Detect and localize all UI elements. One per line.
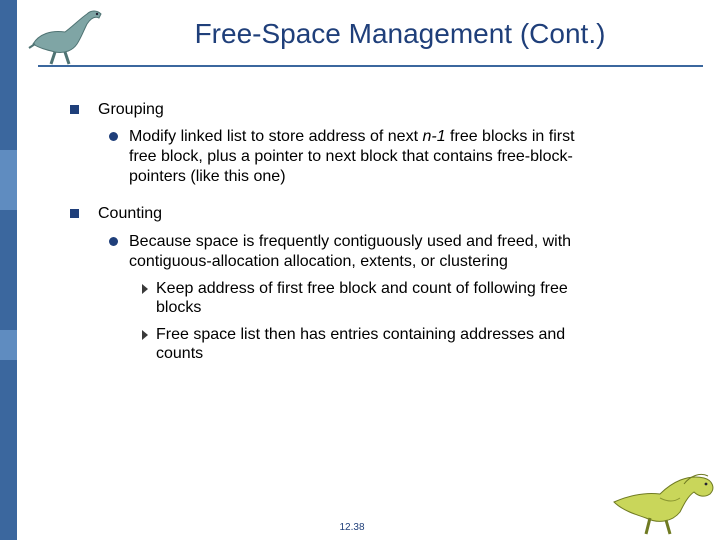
- counting-point-2-line1: Free space list then has entries containing addresses and: [156, 326, 566, 343]
- counting-heading: Counting: [98, 205, 163, 222]
- square-bullet-icon: [70, 105, 79, 114]
- dinosaur-illustration-icon: [610, 462, 718, 538]
- counting-point-1-line2: blocks: [156, 299, 202, 316]
- grouping-detail-line3: pointers (like this one): [129, 168, 286, 185]
- dinosaur-logo-icon: [25, 4, 109, 66]
- title-underline: [38, 65, 703, 67]
- counting-detail-line2: contiguous-allocation allocation, extents, or clustering: [129, 253, 508, 270]
- triangle-bullet-icon: [142, 284, 148, 294]
- triangle-bullet-icon: [142, 330, 148, 340]
- round-bullet-icon: [109, 237, 118, 246]
- grouping-detail-line1: Modify linked list to store address of next n-1 free blocks in first: [129, 128, 575, 145]
- grouping-heading: Grouping: [98, 101, 164, 118]
- round-bullet-icon: [109, 132, 118, 141]
- page-number: 12.38: [339, 522, 365, 533]
- slide-title: Free-Space Management (Cont.): [194, 18, 606, 49]
- grouping-detail-line2: free block, plus a pointer to next block that contains free-block-: [129, 148, 573, 165]
- left-bar-segment: [0, 330, 17, 360]
- counting-detail-line1: Because space is frequently contiguously used and freed, with: [129, 233, 572, 250]
- square-bullet-icon: [70, 209, 79, 218]
- counting-point-1-line1: Keep address of first free block and count of following free: [156, 280, 568, 297]
- counting-point-2-line2: counts: [156, 345, 204, 362]
- left-accent-bar: [0, 0, 17, 540]
- left-bar-segment: [0, 150, 17, 210]
